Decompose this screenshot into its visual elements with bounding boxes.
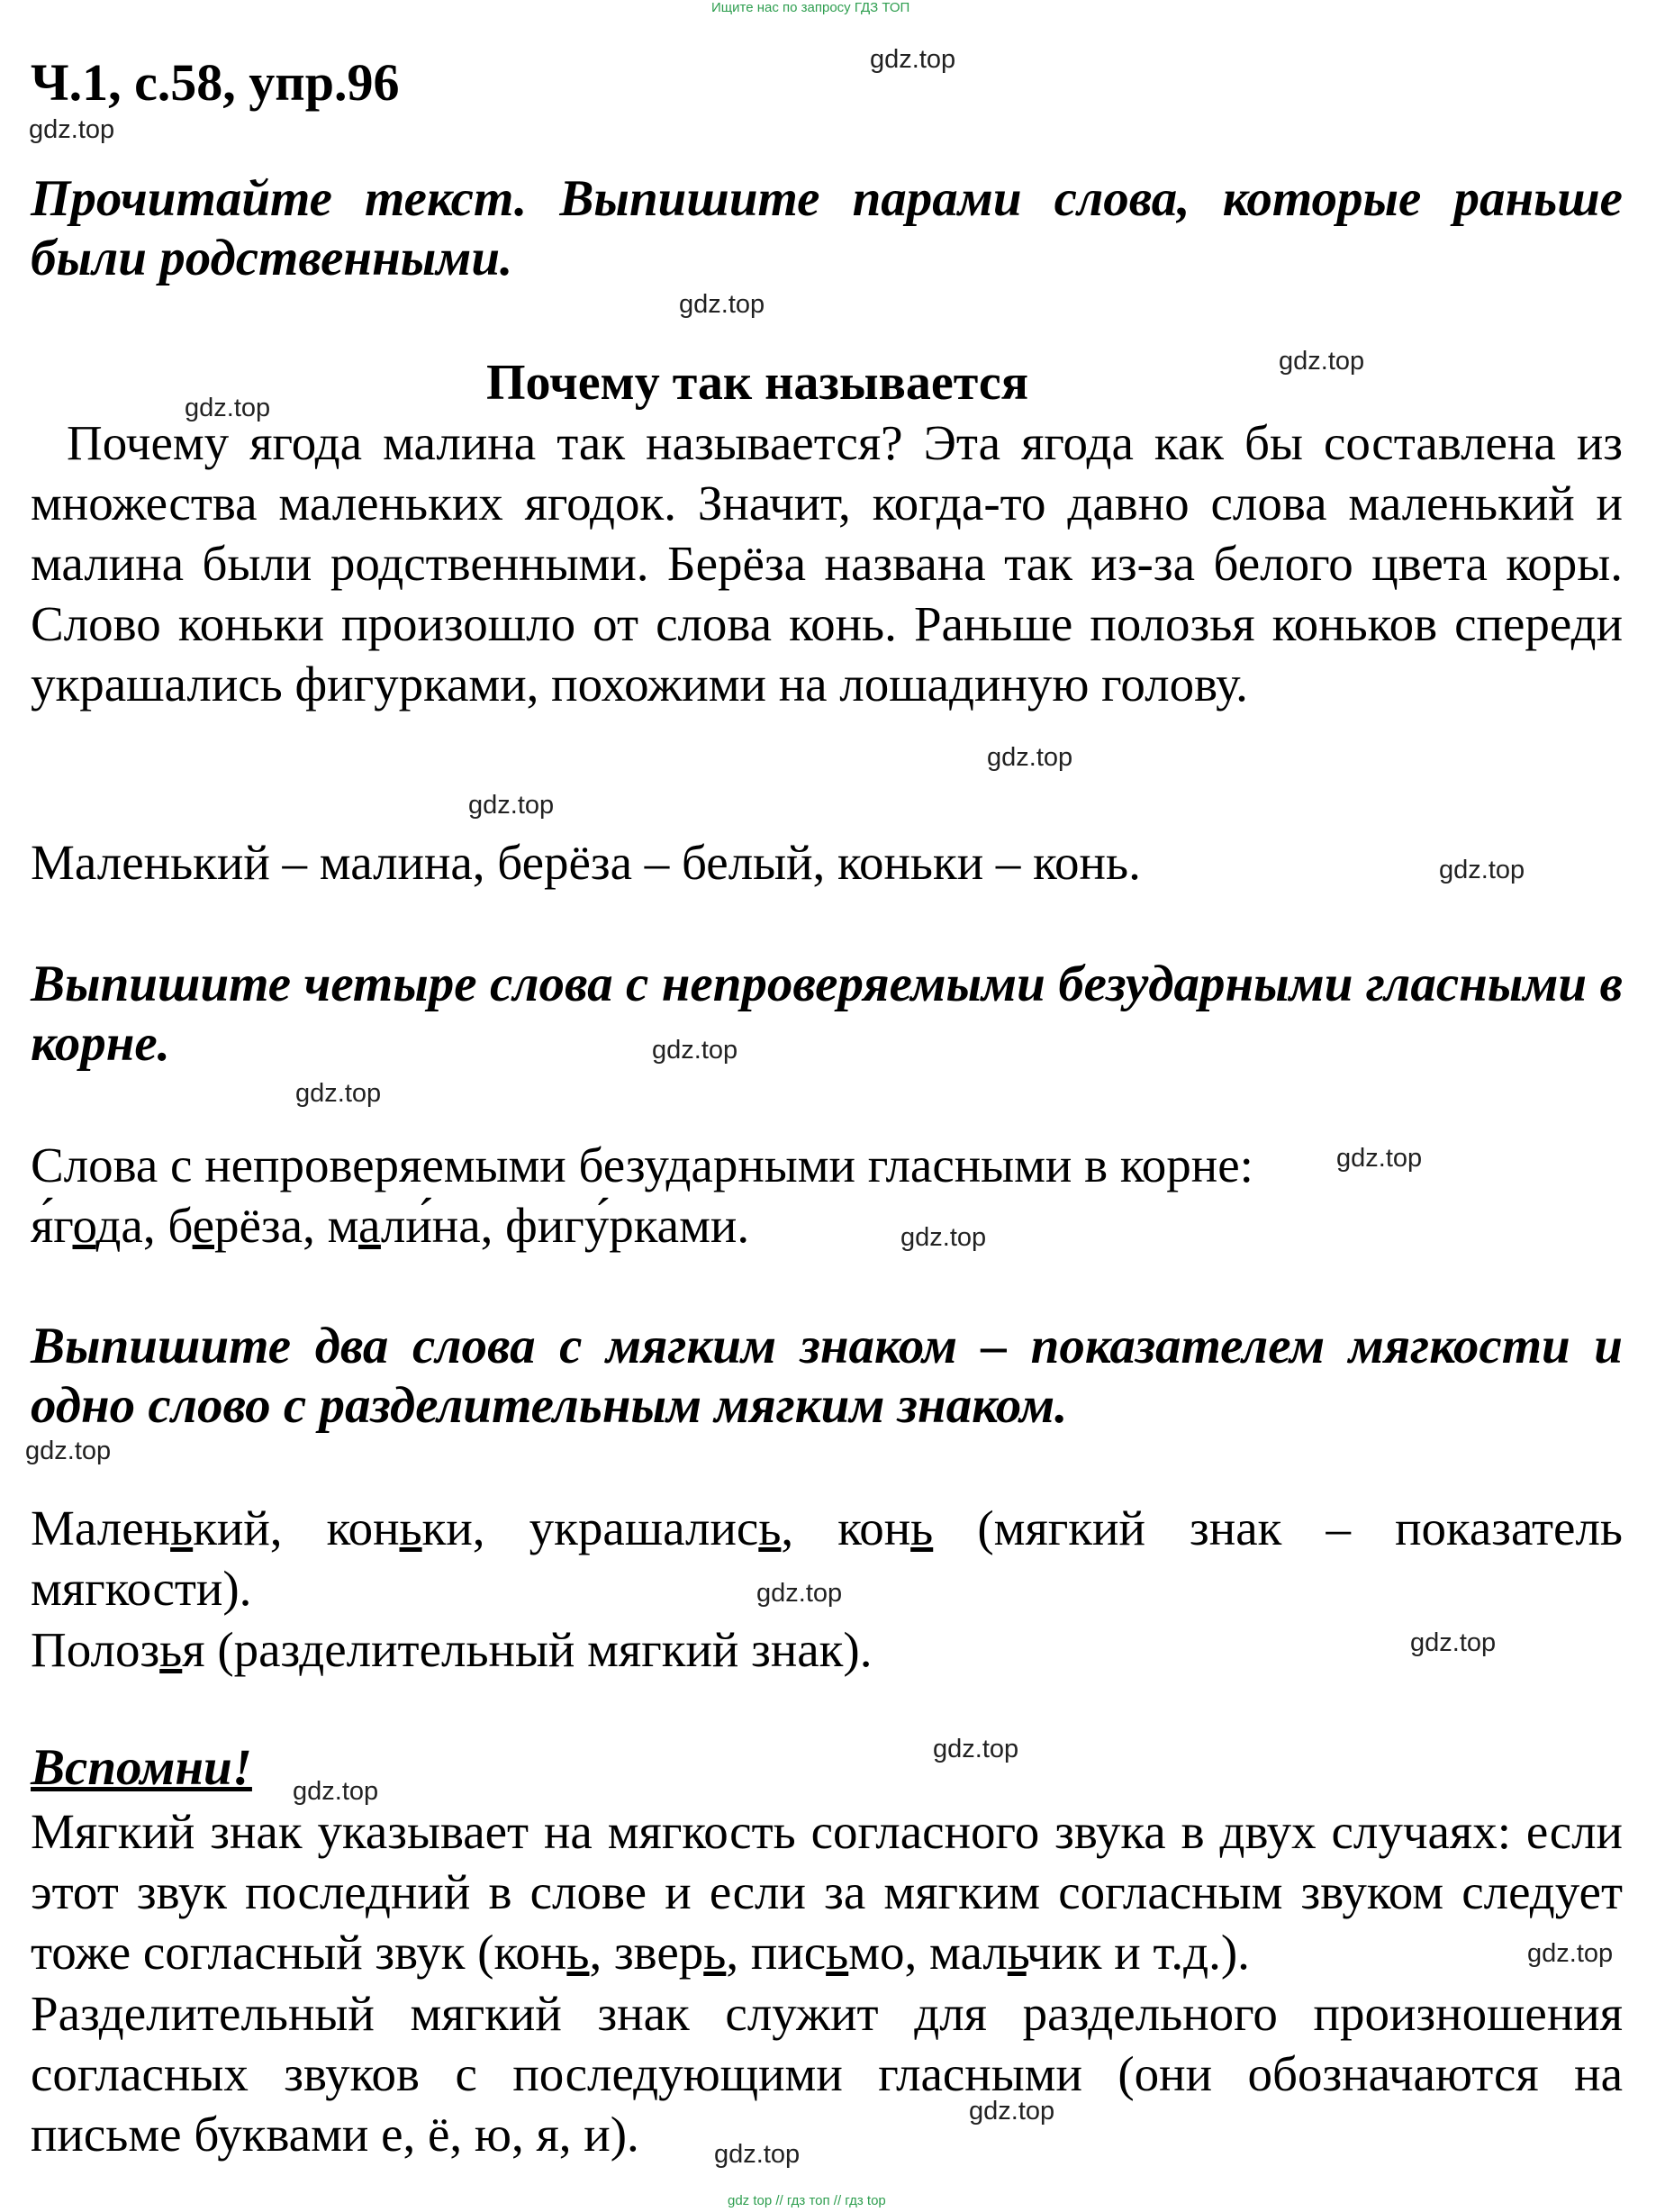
footer-note: gdz top // гдз топ // гдз top <box>728 2193 886 2208</box>
watermark: gdz.top <box>1410 1628 1497 1657</box>
task-2: Выпишите четыре слова с непроверяемыми безударными гласными в корне. <box>31 956 1623 1072</box>
watermark: gdz.top <box>1527 1939 1614 1968</box>
watermark: gdz.top <box>29 115 115 144</box>
watermark: gdz.top <box>714 2140 801 2169</box>
watermark: gdz.top <box>293 1777 379 1806</box>
answer-2-intro: Слова с непроверяемыми безударными гласными в корне: <box>31 1138 1253 1192</box>
task-3: Выпишите два слова с мягким знаком – показателем мягкости и одно слово с разделительным мягким знаком. <box>31 1318 1623 1434</box>
watermark: gdz.top <box>1439 856 1525 884</box>
watermark: gdz.top <box>969 2097 1055 2126</box>
watermark: gdz.top <box>870 45 956 74</box>
watermark: gdz.top <box>468 791 555 820</box>
answer-2-words: я́года, берёза, мали́на, фигу́рками. <box>31 1198 750 1253</box>
watermark: gdz.top <box>987 743 1073 772</box>
reminder-title: Вспомни! <box>31 1739 252 1796</box>
watermark: gdz.top <box>185 394 271 422</box>
text-title: Почему так называется <box>486 355 1029 411</box>
watermark: gdz.top <box>900 1223 987 1252</box>
watermark: gdz.top <box>1279 347 1365 376</box>
watermark: gdz.top <box>756 1579 843 1608</box>
top-search-note: Ищите нас по запросу ГДЗ ТОП <box>711 0 910 15</box>
watermark: gdz.top <box>679 290 765 319</box>
answer-3-line-2: Полозья (разделительный мягкий знак). <box>31 1622 873 1677</box>
task-1: Прочитайте текст. Выпишите парами слова, которые раньше были родственными. <box>31 170 1623 286</box>
text-body: Почему ягода малина так называется? Эта ягода как бы составлена из множества маленьких ягодок. Значит, когда-то давно слова маленький и малина были родственными. Берёза названа так из-за белого цвета коры. Слово коньки произошло от слова конь. Раньше полозья коньков спереди украшались фигурками, похожими на лошадиную голову. <box>31 415 1623 712</box>
watermark: gdz.top <box>933 1735 1019 1763</box>
reminder-paragraph-2: Разделительный мягкий знак служит для раздельного произношения согласных звуков с последующими гласными (они обозначаются на письме буквами е, ё, ю, я, и). <box>31 1986 1623 2162</box>
reminder-paragraph-1: Мягкий знак указывает на мягкость согласного звука в двух случаях: если этот звук последний в слове и если за мягким согласным звуком следует тоже согласный звук (конь, зверь, письмо, мальчик и т.д.). <box>31 1804 1623 1980</box>
page-header: Ч.1, с.58, упр.96 <box>31 53 400 112</box>
watermark: gdz.top <box>295 1079 382 1108</box>
watermark: gdz.top <box>652 1036 738 1065</box>
answer-3-line-1: Маленький, коньки, украшались, конь (мягкий знак – показатель мягкости). <box>31 1500 1623 1616</box>
watermark: gdz.top <box>25 1437 112 1465</box>
answer-1: Маленький – малина, берёза – белый, коньки – конь. <box>31 835 1141 890</box>
watermark: gdz.top <box>1336 1144 1423 1173</box>
